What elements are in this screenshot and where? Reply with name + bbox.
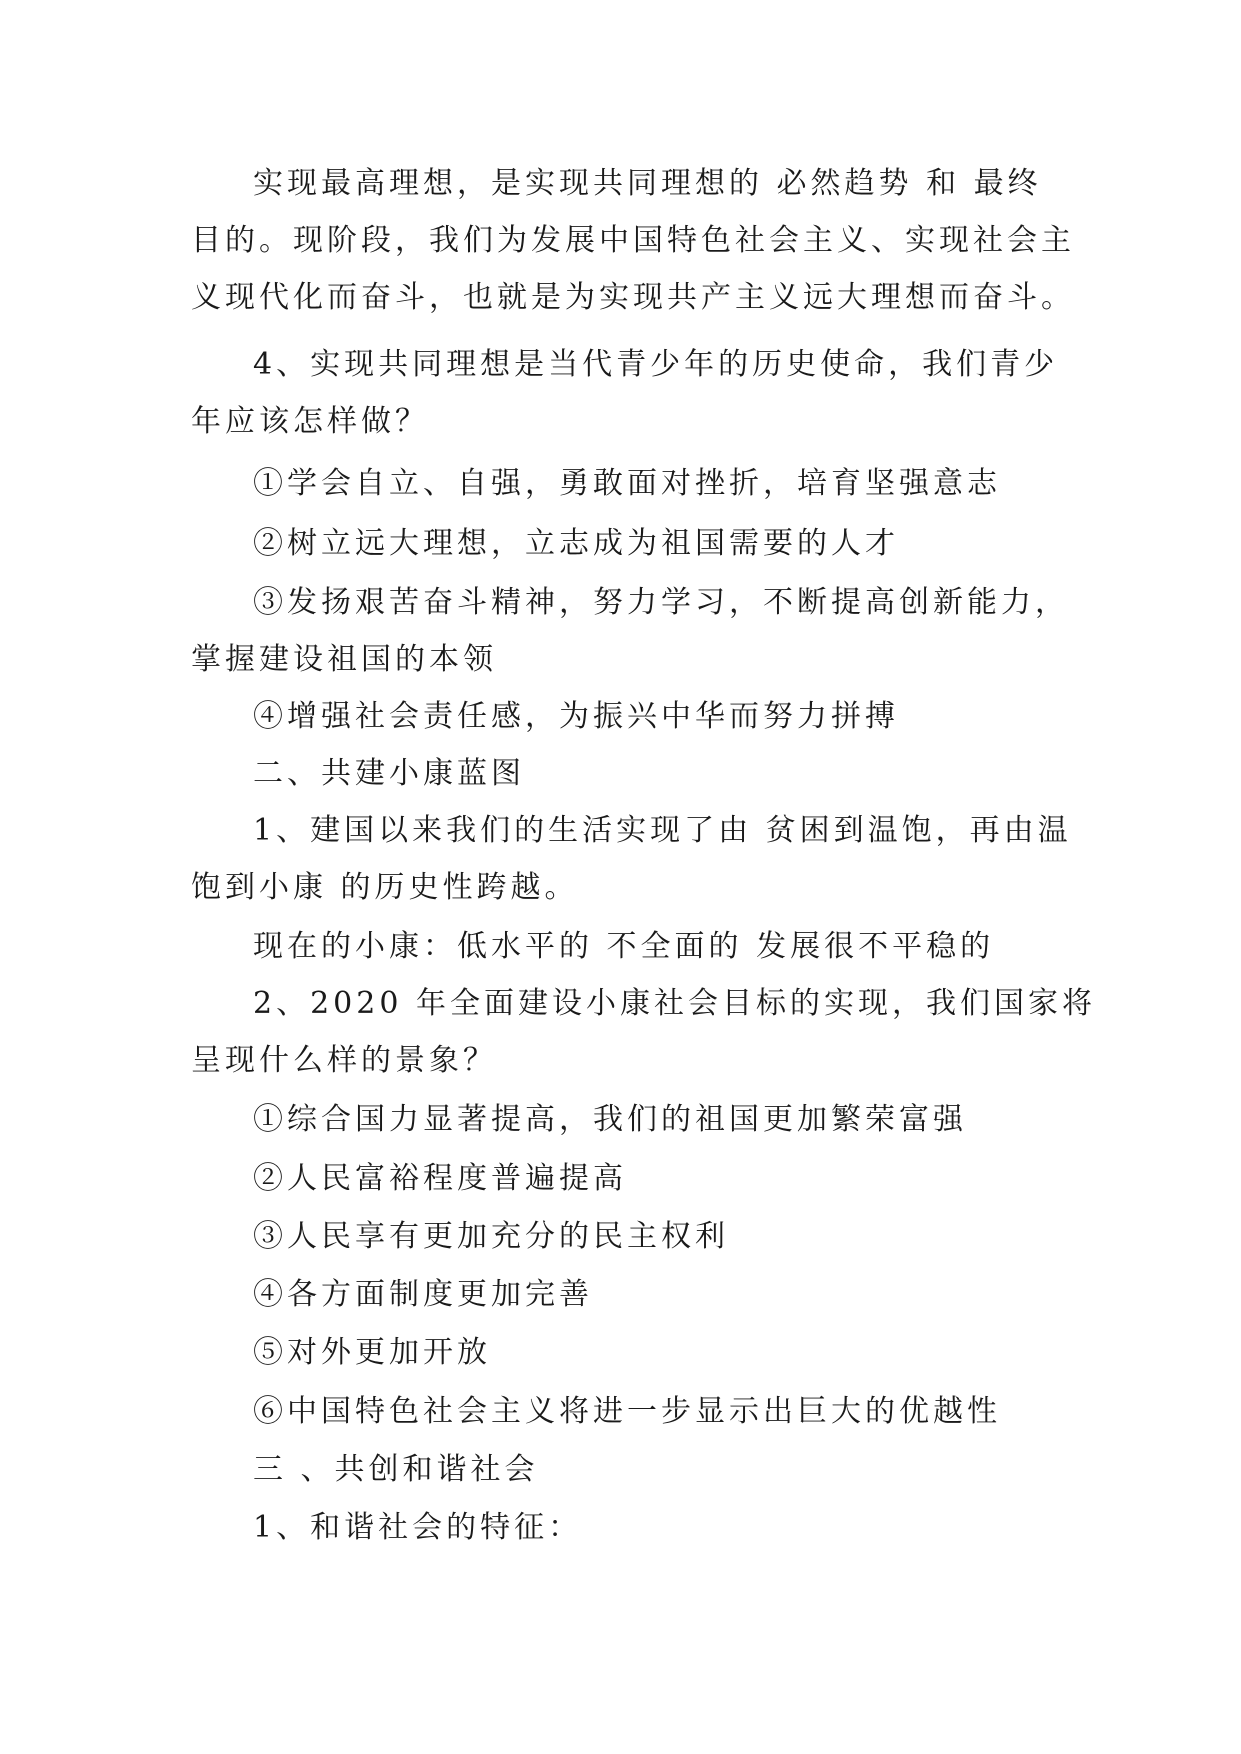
text-line: 2、2020 年全面建设小康社会目标的实现，我们国家将 <box>253 986 1096 1021</box>
list-item: ⑤对外更加开放 <box>253 1335 491 1370</box>
list-item: ④各方面制度更加完善 <box>253 1277 593 1312</box>
list-item: ②树立远大理想，立志成为祖国需要的人才 <box>253 526 899 561</box>
text-line: 义现代化而奋斗，也就是为实现共产主义远大理想而奋斗。 <box>191 280 1075 315</box>
text-line: 年应该怎样做？ <box>191 404 429 439</box>
list-item: ③人民享有更加充分的民主权利 <box>253 1219 729 1254</box>
section-heading: 三 、共创和谐社会 <box>253 1452 539 1487</box>
text-line: 现在的小康：低水平的 不全面的 发展很不平稳的 <box>253 929 995 964</box>
text-line: 目的。现阶段，我们为发展中国特色社会主义、实现社会主 <box>191 223 1075 258</box>
text-line: 4、实现共同理想是当代青少年的历史使命，我们青少 <box>253 347 1059 382</box>
list-item: ①学会自立、自强，勇敢面对挫折，培育坚强意志 <box>253 466 1001 501</box>
section-heading: 二、共建小康蓝图 <box>253 756 525 791</box>
text-line: 呈现什么样的景象？ <box>191 1043 497 1078</box>
list-item: ③发扬艰苦奋斗精神，努力学习，不断提高创新能力， <box>253 585 1069 620</box>
list-item: ②人民富裕程度普遍提高 <box>253 1161 627 1196</box>
text-line: 1、建国以来我们的生活实现了由 贫困到温饱，再由温 <box>253 813 1072 848</box>
list-item: ⑥中国特色社会主义将进一步显示出巨大的优越性 <box>253 1394 1001 1429</box>
text-line: 1、和谐社会的特征： <box>253 1510 583 1545</box>
text-line: 饱到小康 的历史性跨越。 <box>191 870 579 905</box>
list-item: ④增强社会责任感，为振兴中华而努力拼搏 <box>253 699 899 734</box>
text-line: 实现最高理想，是实现共同理想的 必然趋势 和 最终 <box>253 166 1042 201</box>
list-item: ①综合国力显著提高，我们的祖国更加繁荣富强 <box>253 1102 967 1137</box>
text-line: 掌握建设祖国的本领 <box>191 642 497 677</box>
